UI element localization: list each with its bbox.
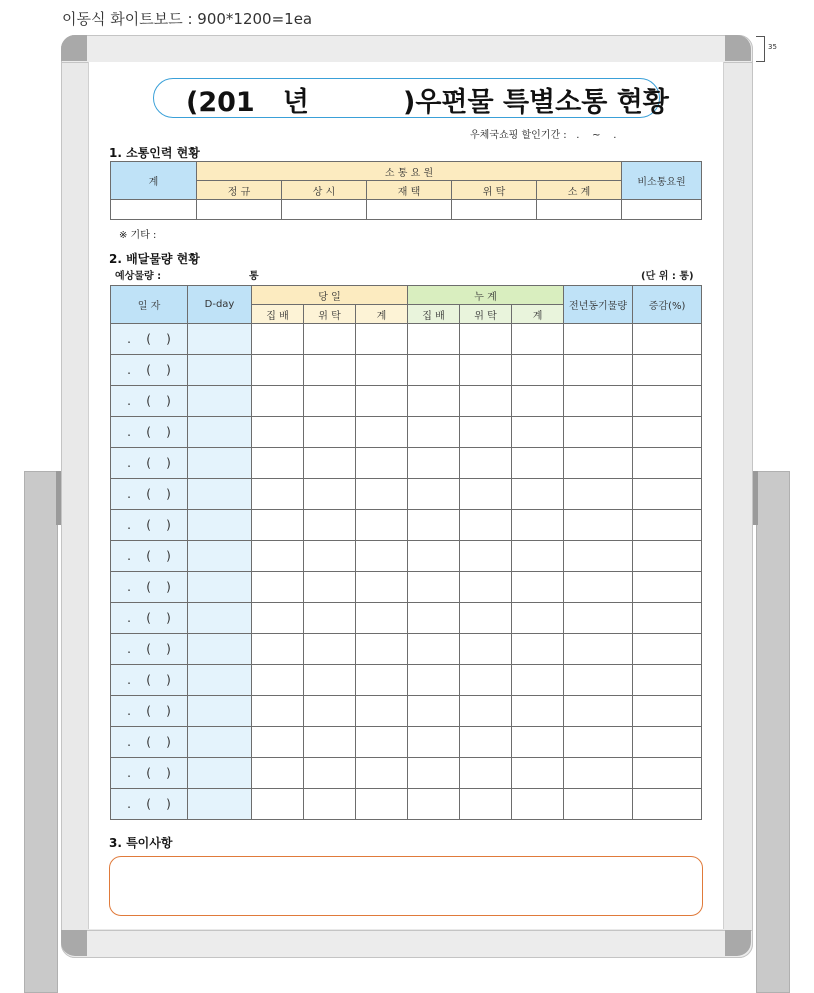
value-cell[interactable]: [460, 541, 512, 572]
value-cell[interactable]: [564, 758, 633, 789]
value-cell[interactable]: [460, 696, 512, 727]
value-cell[interactable]: [512, 355, 564, 386]
value-cell[interactable]: [252, 603, 304, 634]
section3-heading: 3. 특이사항: [109, 836, 173, 850]
value-cell[interactable]: [460, 572, 512, 603]
date-cell[interactable]: . ( ): [111, 324, 188, 355]
value-cell[interactable]: [356, 541, 408, 572]
value-cell[interactable]: [633, 417, 702, 448]
value-cell[interactable]: [633, 665, 702, 696]
value-cell[interactable]: [564, 479, 633, 510]
value-cell[interactable]: [304, 448, 356, 479]
cumulative-sub-total: 계: [512, 305, 564, 324]
staff-sub-subtotal: 소 계: [537, 181, 622, 200]
forecast-unit: 통: [249, 271, 259, 282]
value-cell[interactable]: [460, 479, 512, 510]
value-cell[interactable]: [408, 789, 460, 820]
staff-cell[interactable]: [197, 200, 282, 220]
today-sub-delivery: 집 배: [252, 305, 304, 324]
value-cell[interactable]: [304, 510, 356, 541]
dday-cell[interactable]: [188, 572, 252, 603]
staff-cell[interactable]: [537, 200, 622, 220]
value-cell[interactable]: [564, 541, 633, 572]
value-cell[interactable]: [512, 510, 564, 541]
section1-heading: 1. 소통인력 현황: [109, 146, 200, 160]
value-cell[interactable]: [356, 665, 408, 696]
value-cell[interactable]: [408, 634, 460, 665]
delivery-row: [111, 541, 702, 572]
value-cell[interactable]: [408, 541, 460, 572]
unit-note: (단 위 : 통): [641, 271, 694, 282]
value-cell[interactable]: [304, 727, 356, 758]
value-cell[interactable]: [408, 665, 460, 696]
board-bottom-rail: [61, 930, 753, 958]
value-cell[interactable]: [304, 665, 356, 696]
value-cell[interactable]: [252, 665, 304, 696]
dday-cell[interactable]: [188, 355, 252, 386]
value-cell[interactable]: [512, 572, 564, 603]
value-cell[interactable]: [564, 665, 633, 696]
delivery-row: [111, 727, 702, 758]
value-cell[interactable]: [356, 572, 408, 603]
value-cell[interactable]: [460, 510, 512, 541]
value-cell[interactable]: [304, 603, 356, 634]
value-cell[interactable]: [356, 386, 408, 417]
staff-cell[interactable]: [282, 200, 367, 220]
forecast-label: 예상물량 :: [115, 271, 162, 282]
delivery-row: [111, 417, 702, 448]
value-cell[interactable]: [564, 510, 633, 541]
dday-cell[interactable]: [188, 727, 252, 758]
staff-cell[interactable]: [111, 200, 197, 220]
dday-cell[interactable]: [188, 417, 252, 448]
value-cell[interactable]: [356, 479, 408, 510]
staff-sub-home: 재 택: [367, 181, 452, 200]
value-cell[interactable]: [408, 696, 460, 727]
value-cell[interactable]: [460, 758, 512, 789]
value-cell[interactable]: [460, 789, 512, 820]
value-cell[interactable]: [633, 448, 702, 479]
date-cell[interactable]: . ( ): [111, 448, 188, 479]
dday-cell[interactable]: [188, 696, 252, 727]
group-today: 당 일: [252, 286, 408, 305]
value-cell[interactable]: [408, 324, 460, 355]
corner-cap: [725, 35, 751, 61]
value-cell[interactable]: [304, 324, 356, 355]
value-cell[interactable]: [460, 634, 512, 665]
value-cell[interactable]: [252, 510, 304, 541]
col-dday: D-day: [188, 286, 252, 324]
value-cell[interactable]: [304, 634, 356, 665]
value-cell[interactable]: [408, 417, 460, 448]
date-cell[interactable]: . ( ): [111, 634, 188, 665]
value-cell[interactable]: [512, 696, 564, 727]
value-cell[interactable]: [512, 541, 564, 572]
delivery-row: [111, 789, 702, 820]
value-cell[interactable]: [252, 789, 304, 820]
value-cell[interactable]: [408, 510, 460, 541]
delivery-row: [111, 386, 702, 417]
staff-sub-permanent: 상 시: [282, 181, 367, 200]
delivery-row: [111, 696, 702, 727]
value-cell[interactable]: [304, 479, 356, 510]
delivery-table: [110, 285, 702, 820]
value-cell[interactable]: [408, 727, 460, 758]
value-cell[interactable]: [564, 448, 633, 479]
date-cell[interactable]: . ( ): [111, 696, 188, 727]
value-cell[interactable]: [304, 789, 356, 820]
value-cell[interactable]: [633, 541, 702, 572]
board-top-rail: [61, 35, 753, 63]
date-cell[interactable]: . ( ): [111, 355, 188, 386]
value-cell[interactable]: [460, 417, 512, 448]
value-cell[interactable]: [512, 727, 564, 758]
value-cell[interactable]: [633, 696, 702, 727]
value-cell[interactable]: [408, 758, 460, 789]
date-cell[interactable]: . ( ): [111, 758, 188, 789]
promo-period: 우체국쇼핑 할인기간 : . ~ .: [470, 130, 617, 141]
delivery-row: [111, 572, 702, 603]
value-cell[interactable]: [252, 572, 304, 603]
staff-col-total: 계: [111, 162, 197, 200]
date-cell[interactable]: . ( ): [111, 510, 188, 541]
value-cell[interactable]: [252, 727, 304, 758]
value-cell[interactable]: [460, 386, 512, 417]
value-cell[interactable]: [564, 696, 633, 727]
section2-heading: 2. 배달물량 현황: [109, 252, 200, 266]
corner-cap: [61, 930, 87, 956]
group-cumulative: 누 계: [408, 286, 564, 305]
value-cell[interactable]: [304, 541, 356, 572]
delivery-row: [111, 665, 702, 696]
value-cell[interactable]: [512, 758, 564, 789]
value-cell[interactable]: [460, 324, 512, 355]
value-cell[interactable]: [356, 417, 408, 448]
date-cell[interactable]: . ( ): [111, 665, 188, 696]
value-cell[interactable]: [356, 510, 408, 541]
value-cell[interactable]: [408, 386, 460, 417]
value-cell[interactable]: [304, 696, 356, 727]
delivery-row: [111, 634, 702, 665]
value-cell[interactable]: [252, 634, 304, 665]
value-cell[interactable]: [564, 324, 633, 355]
value-cell[interactable]: [512, 324, 564, 355]
delivery-row: [111, 603, 702, 634]
value-cell[interactable]: [408, 572, 460, 603]
value-cell[interactable]: [460, 603, 512, 634]
value-cell[interactable]: [356, 696, 408, 727]
col-last-year: 전년동기물량: [564, 286, 633, 324]
value-cell[interactable]: [304, 386, 356, 417]
value-cell[interactable]: [408, 448, 460, 479]
value-cell[interactable]: [252, 324, 304, 355]
value-cell[interactable]: [252, 448, 304, 479]
date-cell[interactable]: . ( ): [111, 789, 188, 820]
date-cell[interactable]: . ( ): [111, 479, 188, 510]
value-cell[interactable]: [512, 634, 564, 665]
value-cell[interactable]: [356, 758, 408, 789]
value-cell[interactable]: [512, 386, 564, 417]
value-cell[interactable]: [356, 355, 408, 386]
staff-cell[interactable]: [367, 200, 452, 220]
value-cell[interactable]: [564, 634, 633, 665]
value-cell[interactable]: [512, 789, 564, 820]
dday-cell[interactable]: [188, 324, 252, 355]
value-cell[interactable]: [564, 789, 633, 820]
value-cell[interactable]: [356, 634, 408, 665]
value-cell[interactable]: [564, 417, 633, 448]
dday-cell[interactable]: [188, 758, 252, 789]
value-cell[interactable]: [304, 758, 356, 789]
value-cell[interactable]: [512, 417, 564, 448]
staff-cell[interactable]: [622, 200, 702, 220]
value-cell[interactable]: [460, 355, 512, 386]
delivery-row: [111, 479, 702, 510]
value-cell[interactable]: [633, 355, 702, 386]
value-cell[interactable]: [408, 479, 460, 510]
dday-cell[interactable]: [188, 789, 252, 820]
page-title: (201 년 )우편물 특별소통 현황: [186, 87, 669, 118]
staff-note: ※ 기타 :: [119, 230, 157, 241]
value-cell[interactable]: [512, 665, 564, 696]
dday-cell[interactable]: [188, 510, 252, 541]
value-cell[interactable]: [564, 727, 633, 758]
value-cell[interactable]: [356, 324, 408, 355]
col-date: 일 자: [111, 286, 188, 324]
value-cell[interactable]: [252, 696, 304, 727]
date-cell[interactable]: . ( ): [111, 417, 188, 448]
value-cell[interactable]: [512, 479, 564, 510]
col-change: 증감(%): [633, 286, 702, 324]
cumulative-sub-outsourced: 위 탁: [460, 305, 512, 324]
value-cell[interactable]: [408, 355, 460, 386]
value-cell[interactable]: [633, 572, 702, 603]
staff-table: [110, 161, 702, 220]
today-sub-outsourced: 위 탁: [304, 305, 356, 324]
value-cell[interactable]: [633, 727, 702, 758]
value-cell[interactable]: [356, 603, 408, 634]
value-cell[interactable]: [252, 355, 304, 386]
value-cell[interactable]: [633, 634, 702, 665]
value-cell[interactable]: [356, 448, 408, 479]
special-notes-box[interactable]: [109, 856, 703, 916]
value-cell[interactable]: [633, 789, 702, 820]
value-cell[interactable]: [633, 324, 702, 355]
dday-cell[interactable]: [188, 541, 252, 572]
date-cell[interactable]: . ( ): [111, 386, 188, 417]
stand-leg-left: [24, 471, 58, 993]
dday-cell[interactable]: [188, 665, 252, 696]
staff-sub-regular: 정 규: [197, 181, 282, 200]
value-cell[interactable]: [633, 758, 702, 789]
today-sub-total: 계: [356, 305, 408, 324]
value-cell[interactable]: [564, 603, 633, 634]
delivery-row: [111, 510, 702, 541]
value-cell[interactable]: [252, 479, 304, 510]
staff-cell[interactable]: [452, 200, 537, 220]
value-cell[interactable]: [460, 665, 512, 696]
value-cell[interactable]: [512, 603, 564, 634]
date-cell[interactable]: . ( ): [111, 541, 188, 572]
value-cell[interactable]: [564, 386, 633, 417]
delivery-row: [111, 324, 702, 355]
staff-sub-outsourced: 위 탁: [452, 181, 537, 200]
dday-cell[interactable]: [188, 386, 252, 417]
value-cell[interactable]: [512, 448, 564, 479]
value-cell[interactable]: [564, 355, 633, 386]
value-cell[interactable]: [460, 448, 512, 479]
dday-cell[interactable]: [188, 603, 252, 634]
dimension-bracket: [756, 36, 765, 62]
delivery-row: [111, 355, 702, 386]
value-cell[interactable]: [252, 758, 304, 789]
value-cell[interactable]: [633, 386, 702, 417]
date-cell[interactable]: . ( ): [111, 603, 188, 634]
stand-leg-right: [756, 471, 790, 993]
dday-cell[interactable]: [188, 479, 252, 510]
value-cell[interactable]: [304, 572, 356, 603]
value-cell[interactable]: [408, 603, 460, 634]
value-cell[interactable]: [304, 417, 356, 448]
value-cell[interactable]: [633, 603, 702, 634]
value-cell[interactable]: [252, 541, 304, 572]
dday-cell[interactable]: [188, 634, 252, 665]
dday-cell[interactable]: [188, 448, 252, 479]
delivery-row: [111, 758, 702, 789]
staff-group-header: 소 통 요 원: [197, 162, 622, 181]
corner-cap: [61, 35, 87, 61]
value-cell[interactable]: [564, 572, 633, 603]
value-cell[interactable]: [633, 510, 702, 541]
date-cell[interactable]: . ( ): [111, 572, 188, 603]
board-caption: 이동식 화이트보드 : 900*1200=1ea: [62, 10, 313, 28]
value-cell[interactable]: [252, 386, 304, 417]
dimension-number: 35: [768, 43, 777, 51]
value-cell[interactable]: [304, 355, 356, 386]
value-cell[interactable]: [356, 727, 408, 758]
date-cell[interactable]: . ( ): [111, 727, 188, 758]
delivery-row: [111, 448, 702, 479]
value-cell[interactable]: [356, 789, 408, 820]
value-cell[interactable]: [460, 727, 512, 758]
value-cell[interactable]: [633, 479, 702, 510]
staff-col-non-staff: 비소통요원: [622, 162, 702, 200]
cumulative-sub-delivery: 집 배: [408, 305, 460, 324]
value-cell[interactable]: [252, 417, 304, 448]
